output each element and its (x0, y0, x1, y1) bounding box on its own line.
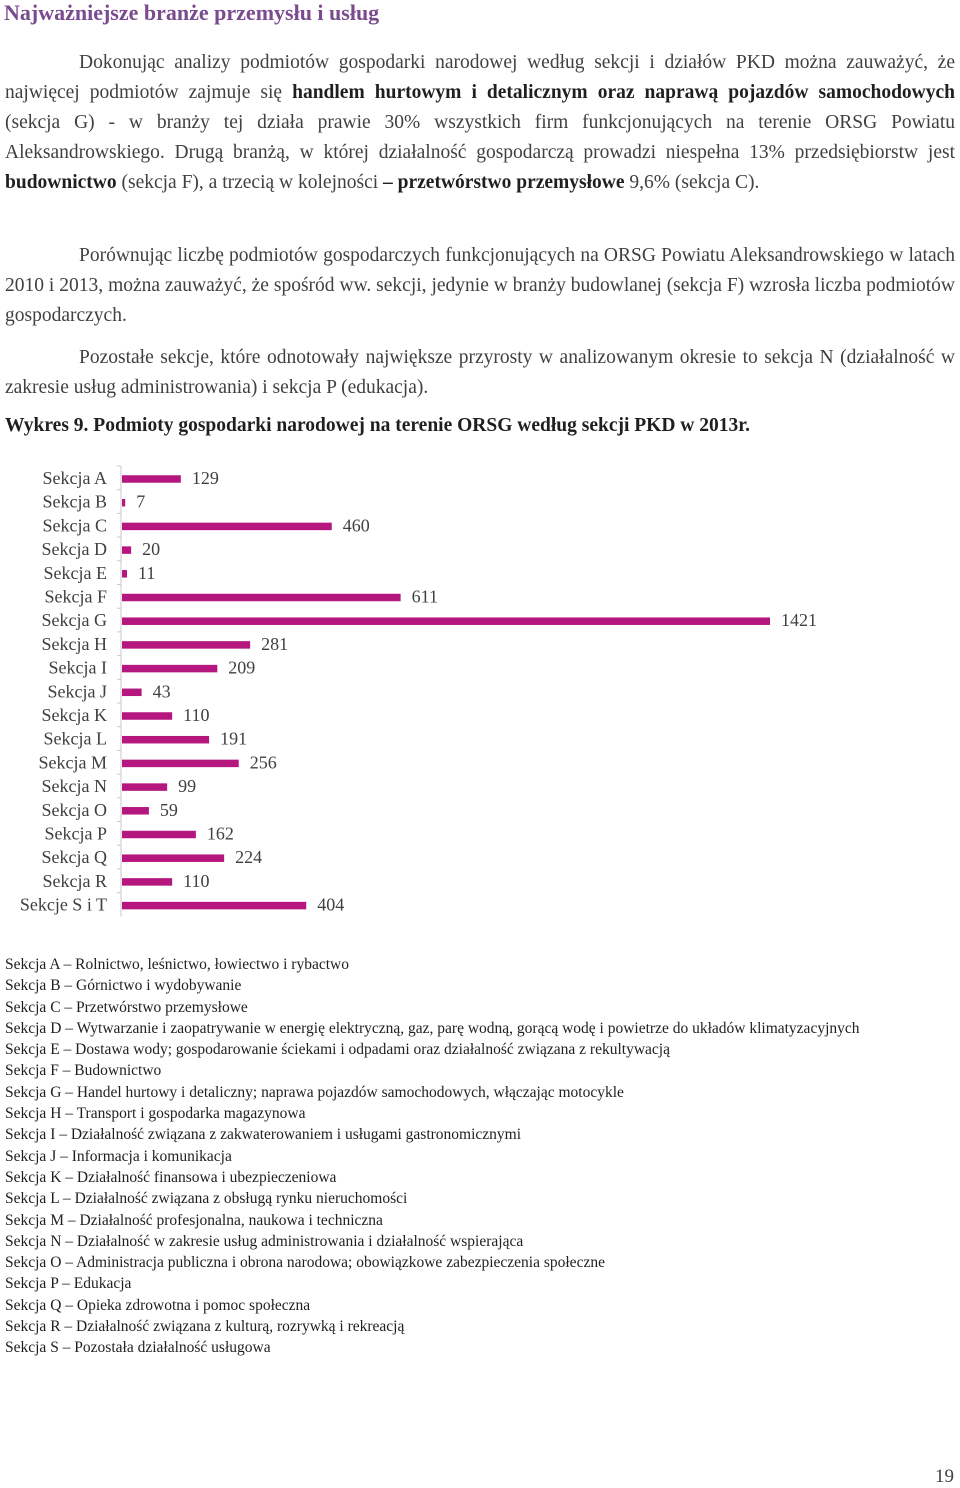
data-label: 191 (220, 728, 248, 749)
legend-item: Sekcja G – Handel hurtowy i detaliczny; naprawa pojazdów samochodowych, włączając motocykle (5, 1083, 624, 1101)
section-legend (5, 954, 955, 1359)
bar (122, 712, 172, 720)
category-label: Sekcja E (43, 562, 107, 583)
bar (122, 475, 181, 483)
category-label: Sekcja A (42, 468, 107, 488)
bar (122, 854, 224, 862)
bar (122, 902, 306, 910)
category-label: Sekcja J (47, 681, 107, 702)
legend-item: Sekcja K – Działalność finansowa i ubezpieczeniowa (5, 1168, 337, 1186)
bar (122, 760, 239, 768)
category-label: Sekcja G (41, 610, 107, 631)
category-label: Sekcja C (42, 515, 107, 536)
bar (122, 523, 332, 531)
paragraph-text: 9,6% (sekcja C). (624, 172, 760, 193)
data-label: 110 (183, 870, 210, 891)
data-label: 256 (249, 752, 277, 773)
bar (122, 617, 770, 625)
bar (122, 807, 149, 815)
paragraph-main-sectors (5, 48, 955, 198)
bar (122, 594, 401, 602)
bar (122, 783, 167, 791)
data-label: 11 (138, 562, 156, 583)
legend-item: Sekcja R – Działalność związana z kulturą, rozrywką i rekreacją (5, 1318, 405, 1336)
data-label: 460 (342, 515, 370, 536)
bar (122, 641, 250, 649)
bold-text: budownictwo (5, 172, 117, 193)
category-label: Sekcja H (41, 633, 107, 654)
category-label: Sekcja M (38, 752, 107, 773)
legend-item: Sekcja O – Administracja publiczna i obrona narodowa; obowiązkowe zabezpieczenia społeczne (5, 1254, 605, 1272)
legend-item: Sekcja M – Działalność profesjonalna, naukowa i techniczna (5, 1211, 383, 1229)
bar-chart (0, 460, 960, 930)
chart-caption: Wykres 9. Podmioty gospodarki narodowej na terenie ORSG według sekcji PKD w 2013r. (5, 415, 750, 436)
legend-item: Sekcja S – Pozostała działalność usługowa (5, 1339, 271, 1357)
category-label: Sekcja I (48, 657, 107, 678)
data-label: 43 (152, 681, 171, 702)
legend-item: Sekcja I – Działalność związana z zakwaterowaniem i usługami gastronomicznymi (5, 1126, 522, 1144)
data-label: 129 (191, 468, 219, 488)
data-label: 162 (206, 823, 234, 844)
category-label: Sekcja K (41, 705, 107, 725)
legend-item: Sekcja N – Działalność w zakresie usług administrowania i działalność wspierająca (5, 1232, 524, 1250)
data-label: 611 (411, 586, 438, 607)
legend-item: Sekcja P – Edukacja (5, 1275, 132, 1293)
category-label: Sekcja N (41, 776, 107, 797)
paragraph-growth: Pozostałe sekcje, które odnotowały największe przyrosty w analizowanym okresie to sekcja N (działalność w zakresie usług administrowania) i sekcja P (edukacja). (5, 347, 955, 398)
legend-item: Sekcja C – Przetwórstwo przemysłowe (5, 998, 248, 1016)
category-label: Sekcja Q (41, 847, 107, 868)
legend-item: Sekcja Q – Opieka zdrowotna i pomoc społeczna (5, 1296, 311, 1314)
category-label: Sekcja B (42, 491, 107, 512)
bar (122, 878, 172, 886)
category-label: Sekcja F (44, 586, 107, 607)
category-label: Sekcja P (44, 823, 107, 844)
data-label: 110 (183, 705, 210, 725)
bar (122, 736, 209, 744)
bar (122, 831, 196, 839)
data-label: 20 (142, 539, 161, 560)
data-label: 209 (228, 657, 256, 678)
bar (122, 546, 131, 554)
category-label: Sekcja D (41, 539, 107, 560)
data-label: 404 (317, 894, 345, 915)
page-number: 19 (935, 1466, 954, 1487)
legend-item: Sekcja A – Rolnictwo, leśnictwo, łowiectwo i rybactwo (5, 956, 349, 973)
legend-item: Sekcja H – Transport i gospodarka magazynowa (5, 1105, 306, 1123)
data-label: 1421 (781, 610, 817, 631)
data-label: 59 (159, 799, 178, 820)
bar (122, 499, 125, 507)
legend-item: Sekcja J – Informacja i komunikacja (5, 1147, 232, 1165)
category-label: Sekcja R (42, 870, 107, 891)
legend-item: Sekcja L – Działalność związana z obsługą rynku nieruchomości (5, 1190, 408, 1208)
legend-item: Sekcja E – Dostawa wody; gospodarowanie ściekami i odpadami oraz działalność związana z rekultywacją (5, 1041, 670, 1059)
legend-item: Sekcja D – Wytwarzanie i zaopatrywanie w energię elektryczną, gaz, parę wodną, gorącą wodę i powietrze do układów klimatyzacyjnych (5, 1019, 860, 1037)
paragraph-text: (sekcja G) - w branży tej działa prawie 30% wszystkich firm funkcjonujących na terenie ORSG Powiatu Aleksandrowskiego. Drugą branżą, w której działalność gospodarczą prowadzi niespełna 13% przedsiębiorstw jest (5, 112, 955, 163)
bold-text: – przetwórstwo przemysłowe (383, 172, 625, 193)
legend-item: Sekcja B – Górnictwo i wydobywanie (5, 977, 242, 995)
bold-text: handlem hurtowym i detalicznym oraz naprawą pojazdów samochodowych (292, 82, 955, 103)
category-label: Sekcje S i T (19, 894, 107, 915)
bar (122, 689, 142, 697)
paragraph-text: (sekcja F), a trzecią w kolejności (116, 172, 384, 193)
category-label: Sekcja O (41, 799, 107, 820)
data-label: 99 (178, 776, 197, 797)
category-label: Sekcja L (43, 728, 107, 749)
data-label: 7 (136, 491, 146, 512)
legend-item: Sekcja F – Budownictwo (5, 1062, 162, 1080)
paragraph-comparison: Porównując liczbę podmiotów gospodarczych funkcjonujących na ORSG Powiatu Aleksandrowskiego w latach 2010 i 2013, można zauważyć, że spośród ww. sekcji, jedynie w branży budowlanej (sekcja F) wzrosła liczba podmiotów gospodarczych. (5, 245, 955, 326)
data-label: 224 (235, 847, 263, 868)
paragraph-text: Dokonując analizy podmiotów gospodarki narodowej według sekcji i działów PKD można zauważyć, że najwięcej podmiotów zajmuje się (5, 52, 955, 103)
bar (122, 570, 127, 578)
bar (122, 665, 217, 673)
section-heading: Najważniejsze branże przemysłu i usług (4, 0, 380, 25)
data-label: 281 (261, 633, 289, 654)
